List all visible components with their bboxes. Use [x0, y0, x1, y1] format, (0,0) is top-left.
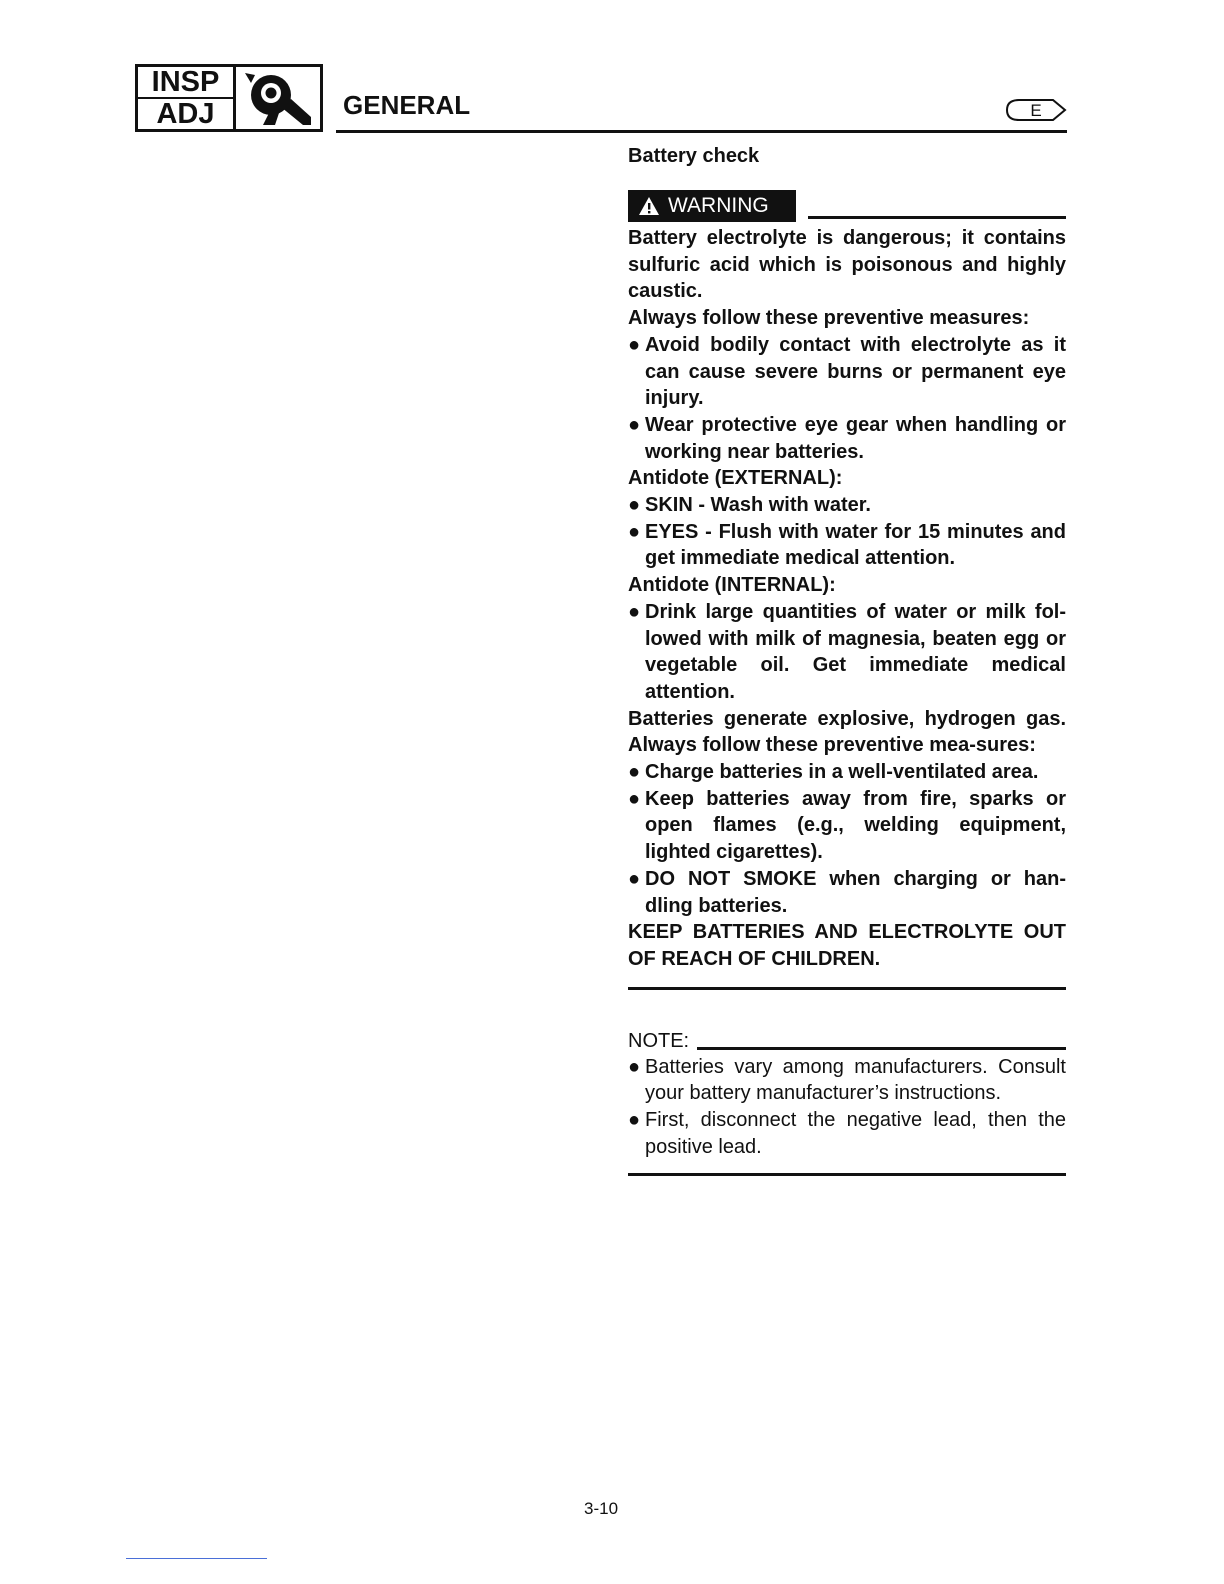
badge-insp: INSP	[138, 67, 233, 99]
warning-bullet-item	[628, 786, 1066, 866]
warning-bullet-item	[628, 412, 1066, 465]
page-number: 3-10	[584, 1499, 619, 1518]
badge-adj: ADJ	[156, 97, 215, 130]
warning-bullet-text: Keep batteries away from fire, sparks or open flames (e.g., welding equipment, lighted cigarettes).	[645, 787, 1066, 864]
warning-label-box	[628, 190, 796, 222]
note-bullet-item	[628, 1107, 1066, 1160]
warning-label: WARNING	[668, 194, 769, 217]
section-badge	[135, 64, 323, 132]
warning-bullet-item	[628, 519, 1066, 572]
bullet-dot-icon: ●	[628, 867, 641, 890]
warning-bullet-text: SKIN - Wash with water.	[645, 494, 871, 517]
language-letter: E	[1030, 101, 1042, 120]
warning-bullet-text: Charge batteries in a well-ventilated area.	[645, 761, 1039, 784]
warning-paragraph: Battery electrolyte is dangerous; it contains sulfuric acid which is poisonous and highly caustic.	[628, 227, 1066, 303]
warning-header	[628, 190, 1066, 222]
header-rule	[336, 130, 1067, 133]
page-title: GENERAL	[343, 90, 471, 120]
warning-paragraph: Batteries generate explosive, hydrogen gas. Always follow these preventive mea-sures:	[628, 707, 1066, 757]
warning-bullet-text: Wear protective eye gear when handling or working near batteries.	[645, 413, 1066, 463]
bullet-dot-icon: ●	[628, 787, 641, 810]
content-column	[628, 142, 1066, 1176]
warning-bullet-item	[628, 332, 1066, 412]
warning-rule	[808, 216, 1066, 219]
note-rule	[697, 1047, 1066, 1050]
warning-bullet-text: Drink large quantities of water or milk fol-lowed with milk of magnesia, beaten egg or vegetable oil. Get immediate medical attention.	[645, 600, 1066, 703]
bullet-dot-icon: ●	[628, 413, 641, 436]
warning-paragraph: Antidote (EXTERNAL):	[628, 467, 843, 490]
warning-bullet-item	[628, 599, 1066, 706]
note-end-rule	[628, 1173, 1066, 1176]
warning-triangle-icon	[638, 196, 660, 216]
bullet-dot-icon: ●	[628, 333, 641, 356]
bullet-dot-icon: ●	[628, 1055, 641, 1078]
warning-bullet-item	[628, 866, 1066, 919]
bullet-dot-icon: ●	[628, 761, 641, 784]
section-heading: Battery check	[628, 145, 760, 167]
warning-bullet-item	[628, 492, 1066, 519]
warning-end-rule	[628, 987, 1066, 990]
note-body	[628, 1054, 1066, 1161]
wrench-magnifier-icon	[236, 67, 320, 129]
language-e-icon	[1005, 98, 1067, 127]
bullet-dot-icon: ●	[628, 600, 641, 623]
warning-bullet-text: Avoid bodily contact with electrolyte as it can cause severe burns or permanent eye injury.	[645, 333, 1066, 410]
warning-paragraph: Antidote (INTERNAL):	[628, 574, 836, 597]
warning-paragraph: Always follow these preventive measures:	[628, 307, 1030, 330]
badge-text	[138, 67, 236, 129]
warning-bullet-item	[628, 759, 1066, 786]
warning-body	[628, 225, 1066, 973]
footer-link-underline	[126, 1558, 267, 1559]
bullet-dot-icon: ●	[628, 520, 641, 543]
bullet-dot-icon: ●	[628, 494, 641, 517]
warning-bullet-text: DO NOT SMOKE when charging or han-dling batteries.	[645, 867, 1066, 917]
bullet-dot-icon: ●	[628, 1109, 641, 1132]
note-bullet-item	[628, 1054, 1066, 1107]
warning-bullet-text: EYES - Flush with water for 15 minutes and get immediate medical attention.	[645, 520, 1066, 570]
note-bullet-text: Batteries vary among manufacturers. Consult your battery manufacturer’s instructions.	[645, 1055, 1066, 1105]
note-label: NOTE:	[628, 1029, 690, 1052]
note-bullet-text: First, disconnect the negative lead, then the positive lead.	[645, 1109, 1066, 1158]
note-header	[628, 1028, 1066, 1054]
warning-paragraph: KEEP BATTERIES AND ELECTROLYTE OUT OF REACH OF CHILDREN.	[628, 921, 1066, 970]
